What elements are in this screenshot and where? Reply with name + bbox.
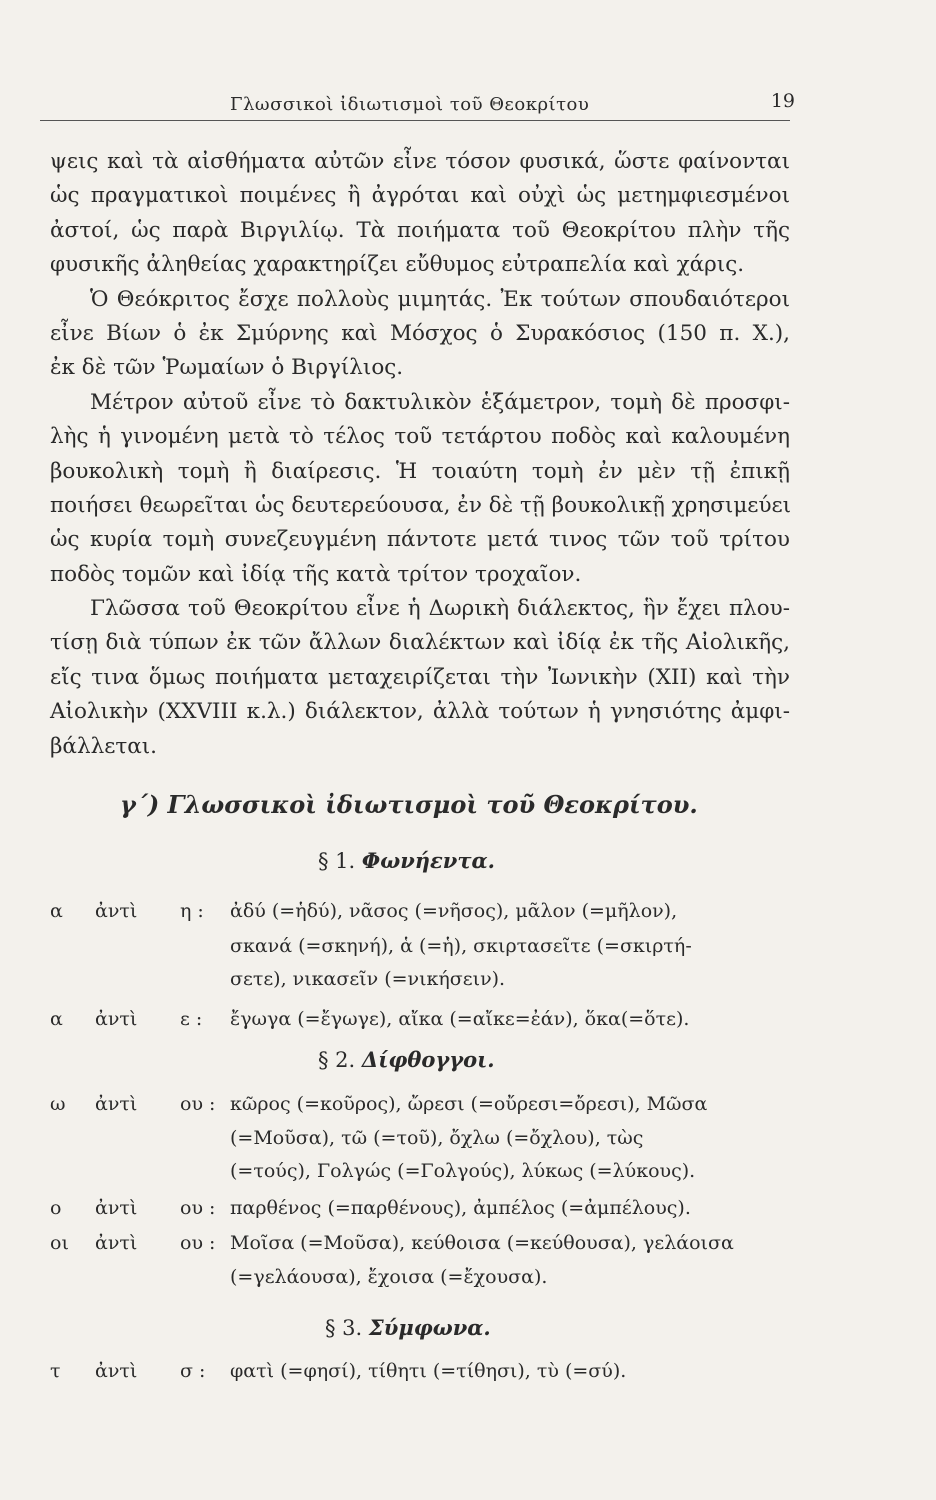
body-line: ποδὸς τομῶν καὶ ἰδίᾳ τῆς κατὰ τρίτον τροχαῖον.: [50, 561, 582, 587]
entry-continuation: (=Μοῦσα), τῶ (=τοῦ), ὄχλω (=ὄχλου), τὼς: [230, 1127, 644, 1149]
body-text: [50, 145, 790, 764]
entry-forms: ἔγωγα (=ἔγωγε), αἴκα (=αἴκε=ἐάν), ὅκα(=ὅτε).: [230, 1008, 690, 1030]
subsection-title: Φωνήεντα.: [361, 848, 495, 873]
body-line: βουκολικὴ τομὴ ἢ διαίρεσις. Ἡ τοιαύτη τομὴ ἐν μὲν τῇ ἐπικῇ: [50, 458, 790, 484]
subsection-number: § 1.: [318, 849, 356, 873]
entry-anti: ἀντὶ: [95, 1093, 138, 1115]
entry-continuation: σετε), νικασεῖν (=νικήσειν).: [230, 968, 506, 990]
entry-symbol: ω: [50, 1093, 66, 1115]
page-number: 19: [770, 90, 795, 112]
entry-symbol: τ: [50, 1360, 61, 1382]
entry-original: ου :: [180, 1197, 216, 1219]
body-line: φυσικῆς ἀληθείας χαρακτηρίζει εὔθυμος εὐτραπελία καὶ χάρις.: [50, 252, 745, 278]
entry-symbol: α: [50, 900, 63, 922]
body-line: βάλλεται.: [50, 733, 158, 759]
entry-anti: ἀντὶ: [95, 900, 138, 922]
page-header: [40, 84, 795, 121]
body-line: ψεις καὶ τὰ αἰσθήματα αὐτῶν εἶνε τόσον φυσικά, ὥστε φαίνονται: [50, 149, 790, 174]
entry-forms: φατὶ (=φησί), τίθητι (=τίθησι), τὺ (=σύ).: [230, 1360, 627, 1382]
subsection-heading: [325, 1315, 491, 1340]
subsection-heading: [318, 848, 495, 873]
entry-original: ου :: [180, 1232, 216, 1254]
entry-anti: ἀντὶ: [95, 1360, 138, 1382]
body-line: λὴς ἡ γινομένη μετὰ τὸ τέλος τοῦ τετάρτου ποδὸς καὶ καλουμένη: [50, 424, 790, 450]
body-line: ὡς κυρία τομὴ συνεζευγμένη πάντοτε μετά τινος τῶν τοῦ τρίτου: [50, 527, 790, 553]
entry-continuation: σκανά (=σκηνή), ἁ (=ἡ), σκιρτασεῖτε (=σκιρτή-: [230, 935, 692, 957]
subsection-heading: [318, 1047, 495, 1072]
body-line: Γλῶσσα τοῦ Θεοκρίτου εἶνε ἡ Δωρικὴ διάλεκτος, ἣν ἔχει πλου-: [90, 596, 790, 622]
body-line: Μέτρον αὐτοῦ εἶνε τὸ δακτυλικὸν ἑξάμετρον, τομὴ δὲ προσφι-: [90, 389, 790, 415]
entry-original: ε :: [180, 1008, 203, 1030]
body-line: εἴς τινα ὅμως ποιήματα μεταχειρίζεται τὴν Ἰωνικὴν (XII) καὶ τὴν: [50, 664, 790, 690]
entry-continuation: (=γελάουσα), ἔχοισα (=ἔχουσα).: [230, 1266, 548, 1288]
entry-symbol: οι: [50, 1232, 69, 1254]
entry-anti: ἀντὶ: [95, 1232, 138, 1254]
entry-forms: κῶρος (=κοῦρος), ὤρεσι (=οὔρεσι=ὄρεσι), Μῶσα: [230, 1093, 708, 1115]
body-line: ἐκ δὲ τῶν Ῥωμαίων ὁ Βιργίλιος.: [50, 355, 404, 381]
body-line: ὡς πραγματικοὶ ποιμένες ἢ ἀγρόται καὶ οὐχὶ ὡς μετημφιεσμένοι: [50, 183, 790, 209]
subsection-number: § 3.: [325, 1316, 363, 1340]
entry-symbol: ο: [50, 1197, 62, 1219]
subsection-title: Σύμφωνα.: [368, 1315, 491, 1340]
subsection-number: § 2.: [318, 1048, 356, 1072]
entry-original: σ :: [180, 1360, 206, 1382]
body-line: Αἰολικὴν (XXVIII κ.λ.) διάλεκτον, ἀλλὰ τούτων ἡ γνησιότης ἀμφι-: [50, 699, 790, 725]
section-heading: γ΄) Γλωσσικοὶ ἰδιωτισμοὶ τοῦ Θεοκρίτου.: [120, 790, 698, 819]
entry-original: ου :: [180, 1093, 216, 1115]
subsection-title: Δίφθογγοι.: [361, 1047, 495, 1072]
entry-original: η :: [180, 900, 204, 922]
entry-anti: ἀντὶ: [95, 1197, 138, 1219]
entry-anti: ἀντὶ: [95, 1008, 138, 1030]
body-line: ἀστοί, ὡς παρὰ Βιργιλίῳ. Τὰ ποιήματα τοῦ Θεοκρίτου πλὴν τῆς: [50, 217, 790, 243]
body-line: εἶνε Βίων ὁ ἐκ Σμύρνης καὶ Μόσχος ὁ Συρακόσιος (150 π. Χ.),: [50, 320, 790, 346]
entry-continuation: (=τούς), Γολγώς (=Γολγούς), λύκως (=λύκους).: [230, 1160, 696, 1182]
entry-forms: Μοῖσα (=Μοῦσα), κεύθοισα (=κεύθουσα), γελάοισα: [230, 1232, 734, 1254]
entry-forms: παρθένος (=παρθένους), ἀμπέλος (=ἀμπέλους).: [230, 1197, 691, 1219]
entry-symbol: α: [50, 1008, 63, 1030]
running-head: Γλωσσικοὶ ἰδιωτισμοὶ τοῦ Θεοκρίτου: [230, 94, 590, 115]
body-line: τίσῃ διὰ τύπων ἐκ τῶν ἄλλων διαλέκτων καὶ ἰδίᾳ ἐκ τῆς Αἰολικῆς,: [50, 630, 790, 656]
body-line: Ὁ Θεόκριτος ἔσχε πολλοὺς μιμητάς. Ἐκ τούτων σπουδαιότεροι: [90, 286, 790, 312]
body-line: ποιήσει θεωρεῖται ὡς δευτερεύουσα, ἐν δὲ τῇ βουκολικῇ χρησιμεύει: [50, 492, 792, 518]
entry-forms: ἀδύ (=ἡδύ), νᾶσος (=νῆσος), μᾶλον (=μῆλον),: [230, 900, 678, 922]
